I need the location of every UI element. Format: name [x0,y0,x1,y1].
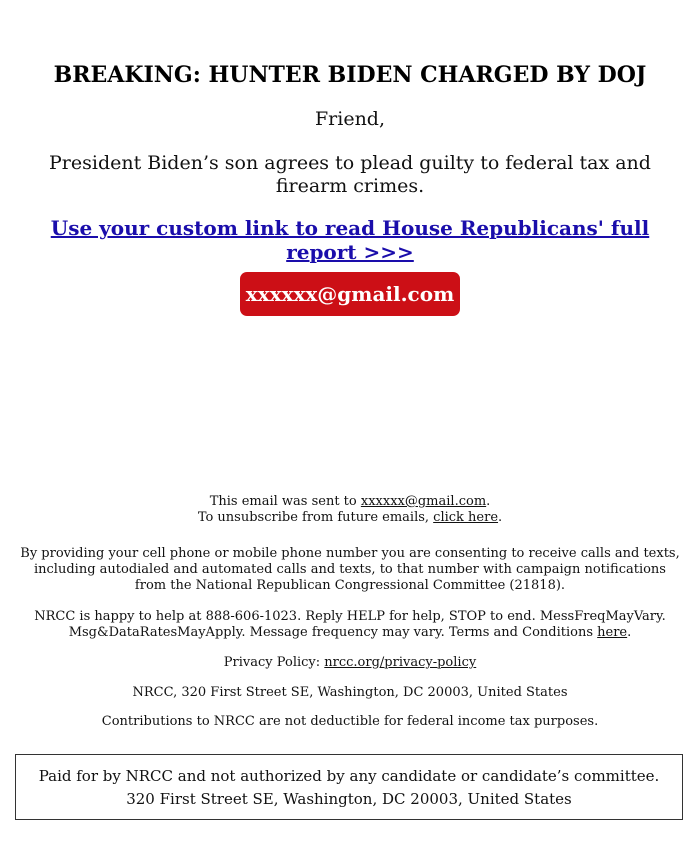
report-link-anchor[interactable]: Use your custom link to read House Republicans' full report >>> [50,216,650,264]
help-text-suffix: . [627,625,632,640]
unsubscribe-link[interactable]: click here [433,510,499,525]
body-text: President Biden’s son agrees to plead guilty to federal tax and firearm crimes. [49,152,651,197]
sent-to-prefix: This email was sent to [209,494,361,509]
privacy-policy-link[interactable]: nrcc.org/privacy-policy [324,655,477,670]
unsubscribe-suffix: . [498,510,503,525]
help-text-body: NRCC is happy to help at 888-606-1023. Reply HELP for help, STOP to end. MessFreqMayVary. Msg&DataRatesMayApply. Message frequency may vary. Terms and Conditions [34,609,666,640]
help-text [20,609,680,641]
paid-for-text: Paid for by NRCC and not authorized by any candidate or candidate’s committee. 320 First Street SE, Washington, DC 20003, United States [38,767,660,808]
email-button[interactable]: xxxxxx@gmail.com [240,272,460,316]
consent-text: By providing your cell phone or mobile phone number you are consenting to receive calls and texts, including autodialed and automated calls and texts, to that number with campaign notifications from the National Republican Congressional Committee (21818). [20,546,680,593]
greeting: Friend, [314,108,386,130]
headline: BREAKING: HUNTER BIDEN CHARGED BY DOJ [53,62,647,88]
privacy-policy [20,655,680,671]
unsubscribe-prefix: To unsubscribe from future emails, [197,510,434,525]
terms-link[interactable]: here [597,625,628,640]
privacy-prefix: Privacy Policy: [223,655,325,670]
sent-to-email-link[interactable]: xxxxxx@gmail.com [360,494,487,509]
address: NRCC, 320 First Street SE, Washington, DC 20003, United States [132,685,568,700]
contributions-notice: Contributions to NRCC are not deductible for federal income tax purposes. [101,714,599,729]
sent-to-line [20,494,680,526]
paid-for-disclaimer [15,754,683,820]
sent-to-suffix: . [486,494,491,509]
report-link[interactable] [30,216,670,264]
